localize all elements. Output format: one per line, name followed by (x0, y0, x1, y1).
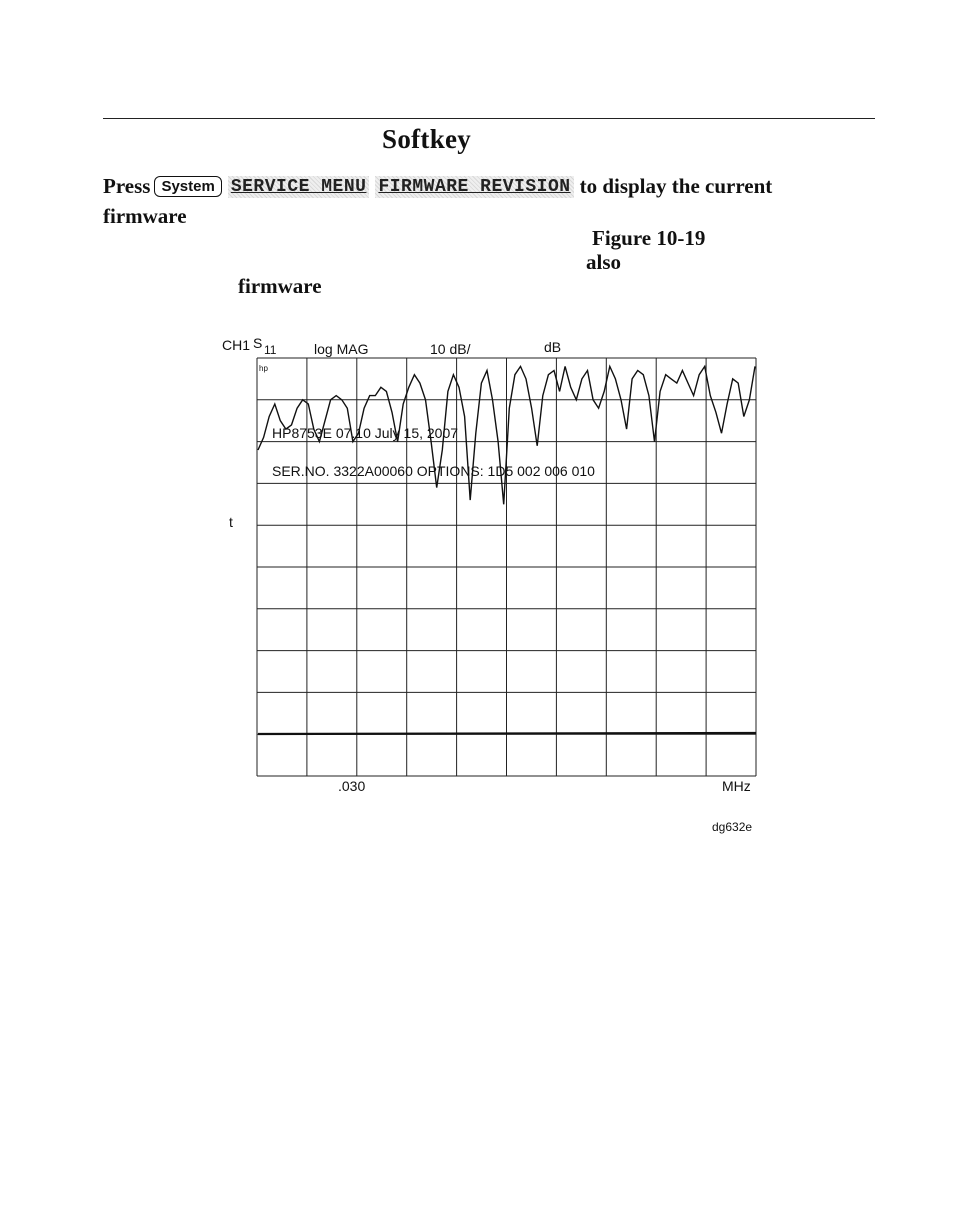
reference-line (258, 733, 756, 734)
firmware-word-2: firmware (238, 274, 322, 298)
instruction-tail: to display the current (579, 174, 773, 198)
serial-options-text: SER.NO. 3322A00060 OPTIONS: 1D5 002 006 010 (272, 463, 595, 479)
firmware-word-1: firmware (103, 204, 187, 228)
press-text: Press (103, 174, 151, 198)
system-hardkey: System (154, 176, 221, 197)
service-menu-softkey: SERVICE MENU (228, 176, 370, 198)
firmware-revision-softkey: FIRMWARE REVISION (375, 176, 573, 198)
param-label: S (253, 335, 263, 351)
figure-id: dg632e (712, 820, 753, 834)
firmware-revision-text: HP8753E 07.10 July 15, 2007 (272, 425, 459, 441)
param-sub-label: 11 (264, 343, 277, 357)
start-frequency: .030 (338, 778, 366, 794)
stop-unit: MHz (722, 778, 751, 794)
plot-grid (257, 358, 756, 776)
section-heading: Softkey (382, 124, 472, 154)
reference-marker: t (229, 514, 233, 530)
hp-mark: hp (259, 364, 268, 373)
figure-reference: Figure 10-19 (592, 226, 706, 250)
scale-label: 10 dB/ (430, 341, 471, 357)
also-word: also (586, 250, 622, 274)
format-label: log MAG (314, 341, 369, 357)
ref-unit-label: dB (544, 339, 562, 355)
channel-label: CH1 (222, 337, 251, 353)
